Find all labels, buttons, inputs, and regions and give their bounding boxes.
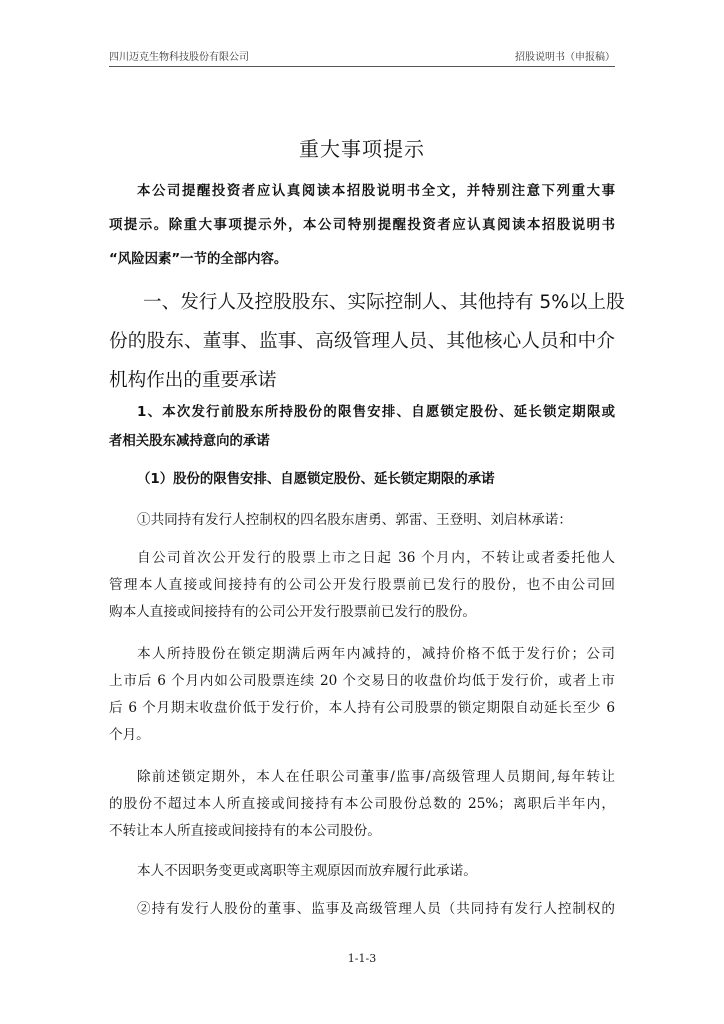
intro-line-2: 项提示。除重大事项提示外，本公司特别提醒投资者应认真阅读本招股说明书 [109, 218, 615, 233]
page-title: 重大事项提示 [299, 137, 425, 161]
paragraph-f-line-1: ②持有发行人股份的董事、监事及高级管理人员（共同持有发行人控制权的 [137, 901, 615, 917]
section-heading-line-3: 机构作出的重要承诺 [109, 370, 277, 391]
subsection-heading-line-1: 1、本次发行前股东所持股份的限售安排、自愿锁定股份、延长锁定期限或 [137, 405, 615, 420]
paragraph-c-line-1: 本人所持股份在锁定期满后两年内减持的，减持价格不低于发行价；公司 [137, 646, 615, 662]
paragraph-e: 本人不因职务变更或离职等主观原因而放弃履行此承诺。 [137, 863, 477, 879]
paragraph-d-line-3: 不转让本人所直接或间接持有的本公司股份。 [109, 823, 381, 839]
intro-line-1: 本公司提醒投资者应认真阅读本招股说明书全文，并特别注意下列重大事 [137, 184, 615, 199]
commitment-paragraph-1: ①共同持有发行人控制权的四名股东唐勇、郭雷、王登明、刘启林承诺： [137, 512, 572, 528]
paragraph-b-line-1: 自公司首次公开发行的股票上市之日起 36 个月内，不转让或者委托他人 [137, 550, 615, 566]
paragraph-b-line-2: 管理本人直接或间接持有的公司公开发行股票前已发行的股份，也不由公司回 [109, 577, 615, 593]
header-document-type: 招股说明书（申报稿） [515, 52, 615, 63]
paragraph-d-line-2: 的股份不超过本人所直接或间接持有本公司股份总数的 25%；离职后半年内， [109, 796, 615, 812]
page-header [109, 50, 615, 66]
section-heading-line-2: 份的股东、董事、监事、高级管理人员、其他核心人员和中介 [109, 331, 615, 352]
paragraph-c-line-2: 上市后 6 个月内如公司股票连续 20 个交易日的收盘价均低于发行价，或者上市 [109, 673, 615, 689]
paragraph-d-line-1: 除前述锁定期外，本人在任职公司董事/监事/高级管理人员期间,每年转让 [137, 769, 615, 785]
paragraph-c-line-3: 后 6 个月期末收盘价低于发行价，本人持有公司股票的锁定期限自动延长至少 6 [109, 700, 615, 716]
paragraph-b-line-3: 购本人直接或间接持有的公司公开发行股票前已发行的股份。 [109, 604, 477, 620]
paragraph-c-line-4: 个月。 [109, 727, 150, 743]
item-heading: （1）股份的限售安排、自愿锁定股份、延长锁定期限的承诺 [137, 472, 495, 487]
subsection-heading-line-2: 者相关股东减持意向的承诺 [109, 434, 270, 449]
header-divider [109, 66, 615, 67]
intro-line-3: “风险因素”一节的全部内容。 [109, 252, 288, 267]
page-number: 1-1-3 [347, 952, 377, 965]
header-company-name: 四川迈克生物科技股份有限公司 [109, 52, 249, 63]
section-heading-line-1: 一、发行人及控股股东、实际控制人、其他持有 5%以上股 [143, 292, 625, 313]
